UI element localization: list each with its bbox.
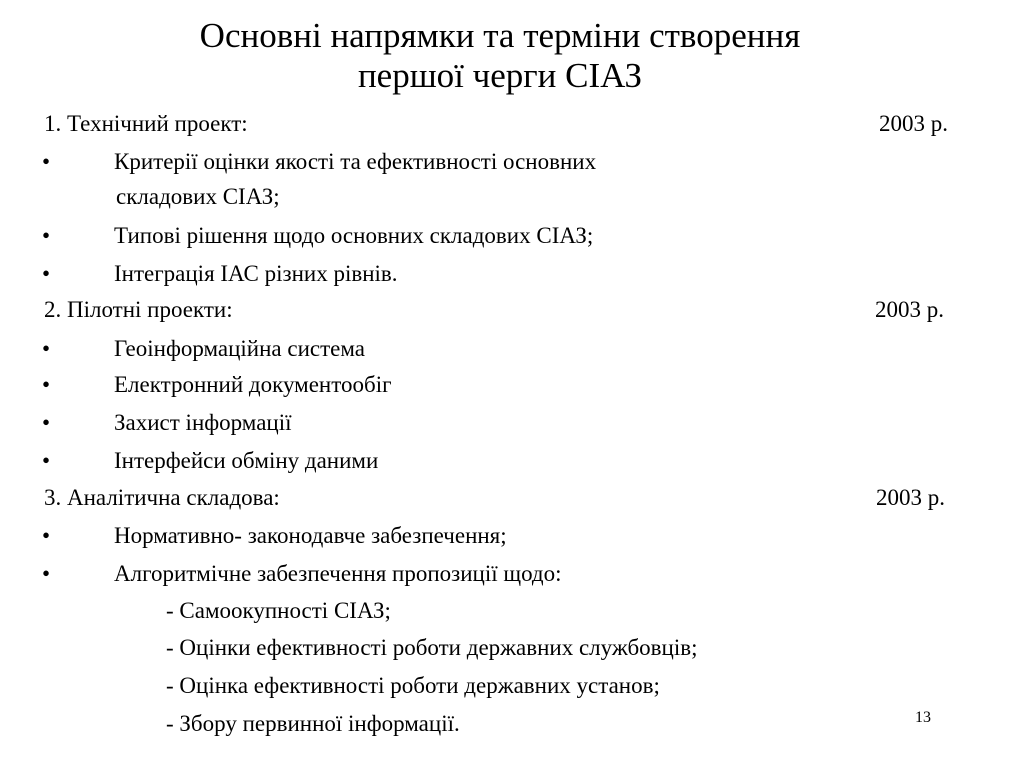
bullet-marker: •: [42, 223, 51, 248]
list-item: Типові рішення щодо основних складових СІАЗ;: [114, 223, 594, 248]
list-item: Інтерфейси обміну даними: [114, 448, 379, 473]
section-3-year: 2003 р.: [876, 485, 945, 510]
bullet-marker: •: [42, 336, 51, 361]
bullet-marker: •: [42, 523, 51, 548]
section-1-year: 2003 р.: [879, 111, 948, 136]
list-item: Геоінформаційна система: [114, 336, 365, 361]
slide-title-line-1: Основні напрямки та терміни створення: [199, 16, 801, 55]
sub-list-item: - Збору первинної інформації.: [166, 711, 460, 736]
bullet-marker: •: [42, 410, 51, 435]
list-item: Критерії оцінки якості та ефективності основних: [114, 149, 597, 174]
bullet-marker: •: [42, 372, 51, 397]
bullet-marker: •: [42, 448, 51, 473]
list-item: Електронний документообіг: [114, 372, 392, 397]
slide-title: [0, 16, 1000, 96]
section-2-year: 2003 р.: [875, 297, 944, 322]
list-item: Інтеграція ІАС різних рівнів.: [114, 261, 398, 286]
section-1-heading: 1. Технічний проект:: [44, 111, 248, 136]
section-2-heading: 2. Пілотні проекти:: [44, 297, 233, 322]
page-number: 13: [915, 709, 931, 726]
bullet-marker: •: [42, 149, 51, 174]
list-item-continuation: складових СІАЗ;: [116, 184, 280, 209]
bullet-marker: •: [42, 561, 51, 586]
list-item: Нормативно- законодавче забезпечення;: [114, 523, 507, 548]
list-item: Алгоритмічне забезпечення пропозиції щодо:: [114, 561, 562, 586]
sub-list-item: - Оцінки ефективності роботи державних службовців;: [166, 635, 698, 660]
sub-list-item: - Самоокупності СІАЗ;: [166, 598, 391, 623]
section-3-heading: 3. Аналітична складова:: [44, 485, 280, 510]
bullet-marker: •: [42, 261, 51, 286]
sub-list-item: - Оцінка ефективності роботи державних установ;: [166, 673, 660, 698]
list-item: Захист інформації: [114, 410, 292, 435]
slide-title-line-2: першої черги СІАЗ: [357, 56, 643, 95]
